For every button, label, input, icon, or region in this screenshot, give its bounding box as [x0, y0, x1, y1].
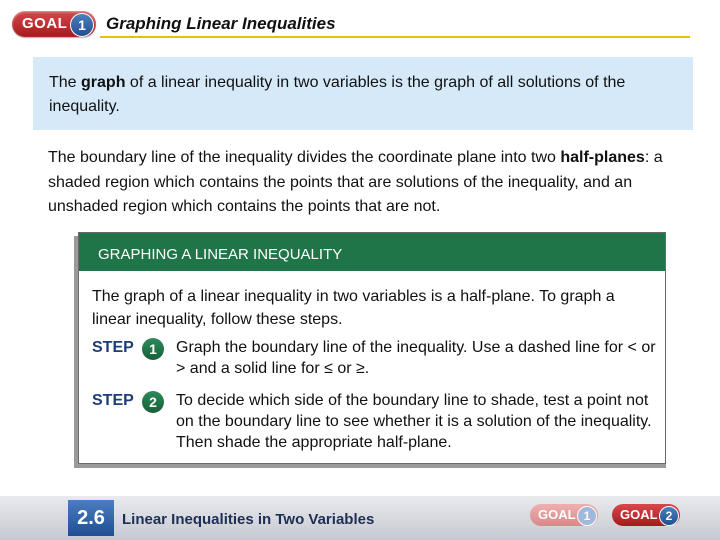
step-2-text: To decide which side of the boundary line to shade, test a point not on the boundary line to see whether it is a solution of the inequality. Then shade the appropriate half-plane. — [176, 392, 652, 451]
nav-goal-2-number: 2 — [659, 506, 679, 526]
title-rule — [100, 36, 690, 38]
step-1-text: Graph the boundary line of the inequality. Use a dashed line for < or > and a solid line for ≤ or ≥. — [176, 339, 656, 377]
procedure-intro: The graph of a linear inequality in two variables is a half-plane. To graph a linear inequality, follow these steps. — [92, 288, 615, 328]
section-number: 2.6 — [68, 500, 114, 536]
nav-goal-1-button[interactable] — [530, 504, 598, 526]
footer-bar — [0, 496, 720, 540]
paragraph-term: half-planes — [560, 149, 645, 166]
step-1-number: 1 — [142, 338, 164, 360]
step-2-label: STEP — [92, 392, 134, 409]
step-2-number: 2 — [142, 391, 164, 413]
procedure-header — [79, 233, 665, 271]
procedure-header-text: GRAPHING A LINEAR INEQUALITY — [98, 246, 343, 263]
definition-pre: The — [49, 74, 82, 91]
definition-term: graph — [81, 74, 126, 91]
nav-goal-1-word: GOAL — [538, 507, 576, 522]
half-planes-paragraph — [48, 146, 678, 220]
nav-goal-1-number: 1 — [577, 506, 597, 526]
paragraph-pre: The boundary line of the inequality divides the coordinate plane into two — [48, 149, 561, 166]
definition-text — [49, 71, 669, 119]
step-1-label: STEP — [92, 339, 134, 356]
paragraph-post: : a shaded region which contains the points that are solutions of the inequality, and an unshaded region which contains the points that are not. — [48, 149, 663, 215]
section-title: Linear Inequalities in Two Variables — [122, 511, 375, 528]
lesson-title: Graphing Linear Inequalities — [106, 14, 336, 33]
nav-goal-2-button[interactable] — [612, 504, 680, 526]
goal-number: 1 — [70, 13, 94, 37]
procedure-box — [78, 232, 666, 464]
nav-goal-2-word: GOAL — [620, 507, 658, 522]
definition-post: of a linear inequality in two variables is the graph of all solutions of the inequality. — [49, 74, 626, 115]
goal-badge — [12, 11, 96, 37]
goal-word: GOAL — [22, 15, 68, 32]
definition-box — [33, 57, 693, 130]
